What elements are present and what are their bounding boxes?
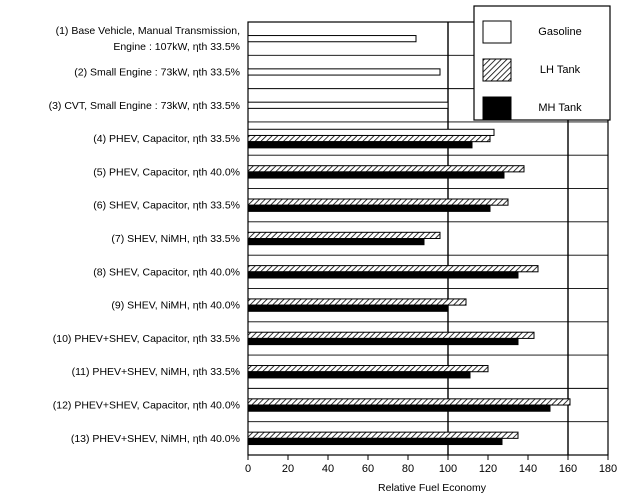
category-label-8: (8) SHEV, Capacitor, ηth 40.0% — [93, 266, 240, 279]
x-tick-label: 160 — [558, 463, 578, 475]
x-tick-label: 80 — [401, 463, 415, 475]
legend-swatch-lh-tank — [483, 59, 511, 81]
bar-lh-tank-11 — [248, 366, 488, 372]
bar-lh-tank-6 — [248, 199, 508, 205]
category-label-9: (9) SHEV, NiMH, ηth 40.0% — [111, 299, 240, 312]
category-label-3: (3) CVT, Small Engine : 73kW, ηth 33.5% — [48, 99, 240, 112]
bar-gasoline-4 — [248, 129, 494, 135]
bar-gasoline-1 — [248, 36, 416, 42]
bar-mh-tank-10 — [248, 338, 518, 344]
x-tick-label: 0 — [244, 463, 252, 475]
category-label-5: (5) PHEV, Capacitor, ηth 40.0% — [93, 166, 240, 179]
category-label-1: Engine : 107kW, ηth 33.5% — [113, 41, 240, 54]
category-label-6: (6) SHEV, Capacitor, ηth 33.5% — [93, 199, 240, 212]
bar-mh-tank-11 — [248, 372, 470, 378]
legend-label-mh-tank: MH Tank — [538, 102, 582, 114]
bar-lh-tank-9 — [248, 299, 466, 305]
bar-mh-tank-7 — [248, 239, 424, 245]
legend-label-gasoline: Gasoline — [538, 26, 582, 38]
category-label-2: (2) Small Engine : 73kW, ηth 33.5% — [74, 66, 240, 79]
category-label-10: (10) PHEV+SHEV, Capacitor, ηth 33.5% — [52, 332, 240, 345]
category-label-12: (12) PHEV+SHEV, Capacitor, ηth 40.0% — [52, 399, 240, 412]
category-label-7: (7) SHEV, NiMH, ηth 33.5% — [111, 233, 240, 245]
legend-swatch-gasoline — [483, 21, 511, 43]
category-label-1: (1) Base Vehicle, Manual Transmission, — [55, 25, 240, 38]
bar-mh-tank-5 — [248, 172, 504, 178]
category-label-13: (13) PHEV+SHEV, NiMH, ηth 40.0% — [70, 432, 240, 445]
x-tick-label: 20 — [281, 463, 295, 475]
bar-mh-tank-13 — [248, 438, 502, 444]
x-tick-label: 120 — [478, 463, 498, 475]
bar-lh-tank-7 — [248, 232, 440, 238]
bar-lh-tank-4 — [248, 135, 490, 141]
bar-lh-tank-12 — [248, 399, 570, 405]
bar-mh-tank-9 — [248, 305, 448, 311]
category-label-11: (11) PHEV+SHEV, NiMH, ηth 33.5% — [71, 366, 240, 379]
bar-lh-tank-13 — [248, 432, 518, 438]
x-tick-label: 40 — [321, 463, 335, 475]
category-label-4: (4) PHEV, Capacitor, ηth 33.5% — [93, 133, 240, 146]
x-tick-label: 140 — [518, 463, 538, 475]
x-tick-label: 100 — [438, 463, 458, 475]
bar-mh-tank-4 — [248, 142, 472, 148]
legend-swatch-mh-tank — [483, 97, 511, 119]
x-axis-title: Relative Fuel Economy — [378, 482, 486, 494]
bar-lh-tank-8 — [248, 266, 538, 272]
x-tick-label: 180 — [598, 463, 618, 475]
bar-mh-tank-12 — [248, 405, 550, 411]
bar-gasoline-2 — [248, 69, 440, 75]
bar-mh-tank-6 — [248, 205, 490, 211]
bar-lh-tank-5 — [248, 166, 524, 172]
bar-lh-tank-10 — [248, 332, 534, 338]
legend-label-lh-tank: LH Tank — [539, 64, 581, 76]
x-tick-label: 60 — [361, 463, 375, 475]
bar-gasoline-3 — [248, 102, 448, 108]
bar-mh-tank-8 — [248, 272, 518, 278]
